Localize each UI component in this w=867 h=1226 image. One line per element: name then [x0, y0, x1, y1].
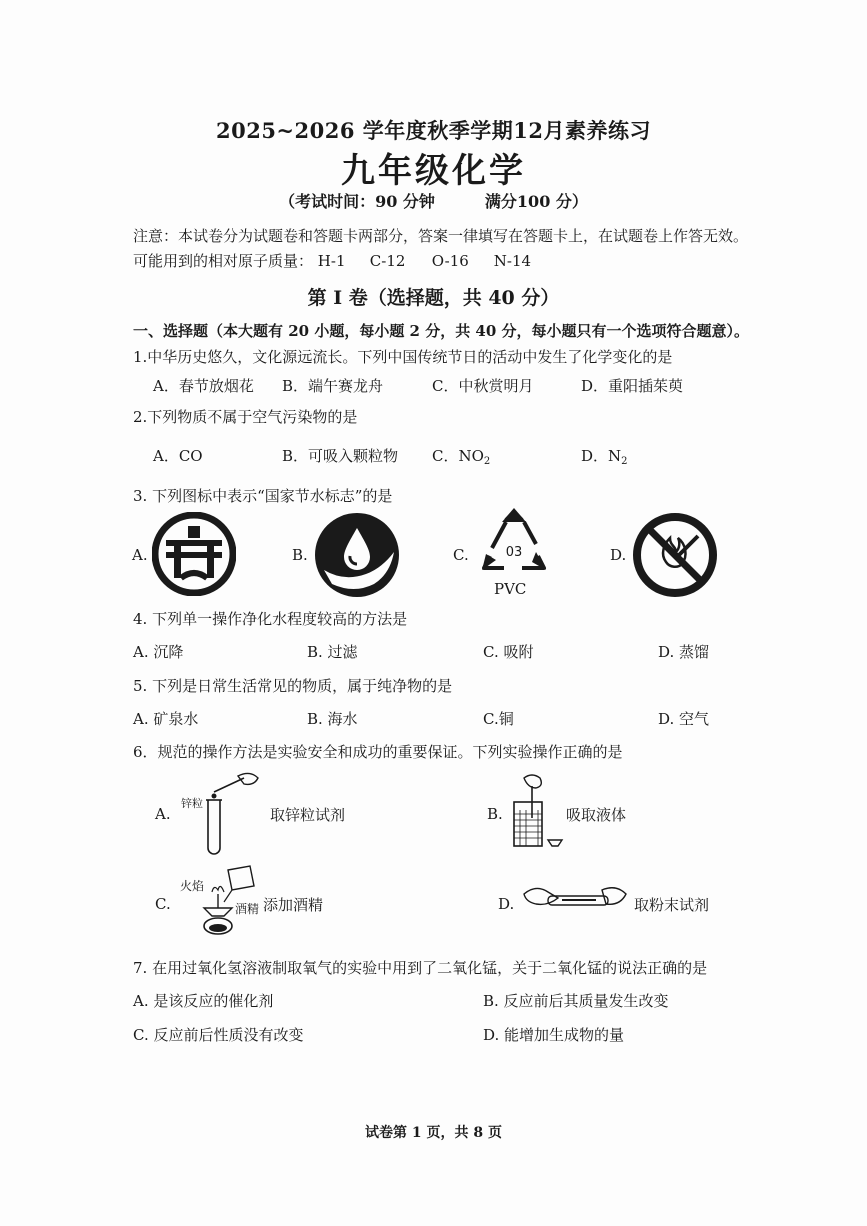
q6-stem: 6．规范的操作方法是实验安全和成功的重要保证。下列实验操作正确的是 — [133, 743, 623, 761]
q5-option-c: C.铜 — [483, 710, 514, 728]
q2-option-b: B．可吸入颗粒物 — [282, 447, 399, 465]
section-title: 第 I 卷（选择题，共 40 分） — [307, 287, 560, 309]
page-footer: 试卷第 1 页，共 8 页 — [365, 1125, 502, 1141]
q4-option-b: B. 过滤 — [307, 643, 358, 661]
q7-option-c: C. 反应前后性质没有改变 — [133, 1026, 304, 1044]
atomic-mass-line — [133, 250, 531, 271]
water-saving-icon — [314, 512, 400, 598]
q1-option-b: B．端午赛龙舟 — [282, 377, 384, 395]
q3-stem: 3. 下列图标中表示“国家节水标志”的是 — [133, 487, 393, 505]
q6-c-alcohol-lamp-figure — [196, 862, 262, 940]
q7-stem: 7. 在用过氧化氢溶液制取氧气的实验中用到了二氧化锰，关于二氧化锰的说法正确的是 — [133, 959, 708, 977]
q6-a-caption: 取锌粒试剂 — [270, 806, 346, 824]
q4-option-c: C. 吸附 — [483, 643, 534, 661]
full-score: 满分100 分） — [484, 192, 588, 211]
q6-c-caption: 添加酒精 — [263, 896, 324, 914]
q3-option-b: B. — [292, 546, 308, 564]
q5-option-d: D. 空气 — [658, 710, 710, 728]
emblem-icon — [152, 512, 236, 596]
q6-b-dropper-figure — [510, 772, 566, 852]
q7-option-d: D. 能增加生成物的量 — [483, 1026, 625, 1044]
q6-d-caption: 取粉末试剂 — [634, 896, 710, 914]
q1-stem: 1.中华历史悠久，文化源远流长。下列中国传统节日的活动中发生了化学变化的是 — [133, 348, 673, 366]
q2-option-a: A．CO — [153, 447, 203, 465]
atomic-mass-label: 可能用到的相对原子质量： — [133, 252, 314, 270]
atomic-mass-c: C-12 — [369, 252, 406, 270]
exam-title-subject: 九年级化学 — [341, 151, 526, 191]
q2-c-subscript: 2 — [483, 456, 491, 467]
q3-option-c: C. — [453, 546, 469, 564]
recycle-number: 03 — [505, 545, 523, 560]
exam-time: （考试时间：90 分钟 — [279, 192, 435, 211]
q1-option-a: A．春节放烟花 — [153, 377, 254, 395]
q6-option-a: A. — [155, 805, 171, 823]
q5-stem: 5. 下列是日常生活常见的物质，属于纯净物的是 — [133, 677, 453, 695]
no-fire-icon — [632, 512, 718, 598]
atomic-mass-h: H-1 — [317, 252, 346, 270]
q3-option-a: A. — [132, 546, 148, 564]
atomic-mass-o: O-16 — [431, 252, 469, 270]
q4-stem: 4. 下列单一操作净化水程度较高的方法是 — [133, 610, 408, 628]
section-instructions: 一、选择题（本大题有 20 小题，每小题 2 分，共 40 分，每小题只有一个选项符合题意）。 — [133, 322, 750, 340]
q5-option-a: A. 矿泉水 — [133, 710, 199, 728]
recycle-text: PVC — [494, 580, 527, 598]
q6-flame-label: 火焰 — [180, 879, 205, 893]
q5-option-b: B. 海水 — [307, 710, 358, 728]
q4-option-a: A. 沉降 — [133, 643, 184, 661]
q6-b-caption: 吸取液体 — [566, 806, 627, 824]
q6-option-d: D. — [498, 895, 515, 913]
q6-d-powder-figure — [518, 880, 630, 920]
q2-d-subscript: 2 — [621, 456, 628, 467]
exam-title-line1: 2025~2026 学年度秋季学期12月素养练习 — [215, 118, 652, 143]
q2-option-c: C．$NO_2$ — [432, 447, 491, 467]
atomic-mass-n: N-14 — [493, 252, 532, 270]
q6-a-test-tube-figure — [198, 770, 264, 860]
q2-stem: 2.下列物质不属于空气污染物的是 — [133, 408, 358, 426]
q7-option-a: A. 是该反应的催化剂 — [133, 992, 274, 1010]
notice: 注意：本试卷分为试题卷和答题卡两部分，答案一律填写在答题卡上，在试题卷上作答无效。 — [133, 227, 749, 245]
recycle-icon — [474, 508, 554, 580]
q3-option-d: D. — [610, 546, 627, 564]
q6-option-c: C. — [155, 895, 171, 913]
q2-option-d: D．$N_2$ — [581, 447, 628, 467]
q7-option-b: B. 反应前后其质量发生改变 — [483, 992, 669, 1010]
q1-option-d: D．重阳插茱萸 — [581, 377, 684, 395]
q6-zinc-label: 锌粒 — [181, 797, 203, 810]
exam-time-score — [0, 189, 867, 212]
q1-option-c: C．中秋赏明月 — [432, 377, 534, 395]
q6-option-b: B. — [487, 805, 503, 823]
q4-option-d: D. 蒸馏 — [658, 643, 710, 661]
q6-alcohol-label: 酒精 — [235, 902, 260, 916]
